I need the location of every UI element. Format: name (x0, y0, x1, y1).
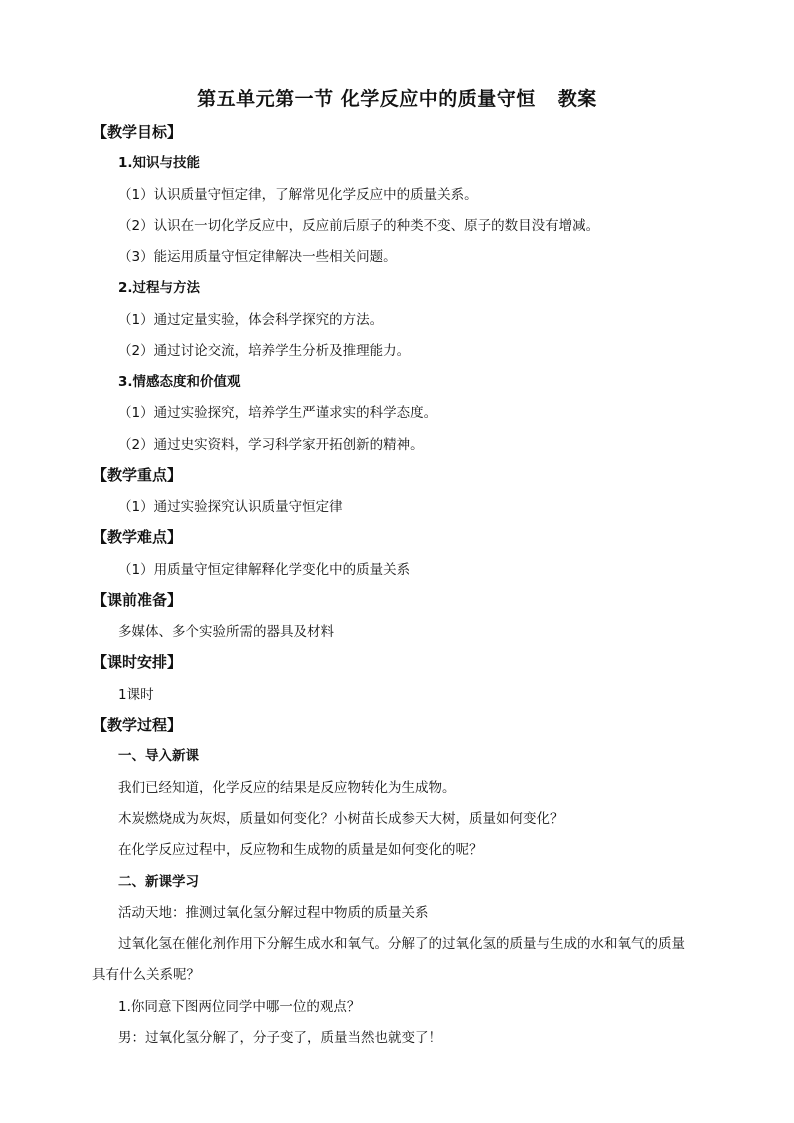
preparation-text: 多媒体、多个实验所需的器具及材料 (118, 624, 334, 640)
subheading-process-methods: 2.过程与方法 (118, 280, 201, 296)
paragraph: 男：过氧化氢分解了，分子变了，质量当然也就变了！ (118, 1030, 442, 1046)
goal-item: （2）通过史实资料，学习科学家开拓创新的精神。 (118, 437, 424, 453)
title-main: 第五单元第一节 化学反应中的质量守恒 (197, 88, 536, 110)
schedule-text: 1课时 (118, 687, 154, 703)
heading-teaching-process: 【教学过程】 (92, 716, 183, 734)
paragraph: 在化学反应过程中，反应物和生成物的质量是如何变化的呢？ (118, 842, 483, 858)
goal-item: （1）通过实验探究，培养学生严谨求实的科学态度。 (118, 405, 438, 421)
heading-preparation: 【课前准备】 (92, 591, 183, 609)
difficulty-item: （1）用质量守恒定律解释化学变化中的质量关系 (118, 562, 411, 578)
heading-key-points: 【教学重点】 (92, 466, 183, 484)
heading-teaching-goals: 【教学目标】 (92, 123, 183, 141)
goal-item: （2）通过讨论交流，培养学生分析及推理能力。 (118, 343, 411, 359)
section-new-lesson: 二、新课学习 (118, 874, 199, 890)
paragraph: 过氧化氢在催化剂作用下分解生成水和氧气。分解了的过氧化氢的质量与生成的水和氧气的质量 (118, 936, 685, 952)
paragraph: 木炭燃烧成为灰烬，质量如何变化？小树苗长成参天大树，质量如何变化？ (118, 811, 564, 827)
heading-difficulties: 【教学难点】 (92, 528, 183, 546)
subheading-attitude-values: 3.情感态度和价值观 (118, 374, 241, 390)
paragraph-continuation: 具有什么关系呢？ (92, 967, 200, 983)
goal-item: （3）能运用质量守恒定律解决一些相关问题。 (118, 249, 397, 265)
page-title (0, 84, 794, 111)
goal-item: （2）认识在一切化学反应中，反应前后原子的种类不变、原子的数目没有增减。 (118, 218, 600, 234)
goal-item: （1）通过定量实验，体会科学探究的方法。 (118, 312, 384, 328)
activity-title: 活动天地：推测过氧化氢分解过程中物质的质量关系 (118, 905, 429, 921)
heading-schedule: 【课时安排】 (92, 653, 183, 671)
paragraph: 我们已经知道，化学反应的结果是反应物转化为生成物。 (118, 780, 456, 796)
title-suffix: 教案 (557, 88, 597, 110)
subheading-knowledge-skills: 1.知识与技能 (118, 155, 201, 171)
question: 1.你同意下图两位同学中哪一位的观点？ (118, 999, 361, 1015)
goal-item: （1）认识质量守恒定律，了解常见化学反应中的质量关系。 (118, 187, 478, 203)
section-intro: 一、导入新课 (118, 748, 199, 764)
key-point-item: （1）通过实验探究认识质量守恒定律 (118, 499, 343, 515)
